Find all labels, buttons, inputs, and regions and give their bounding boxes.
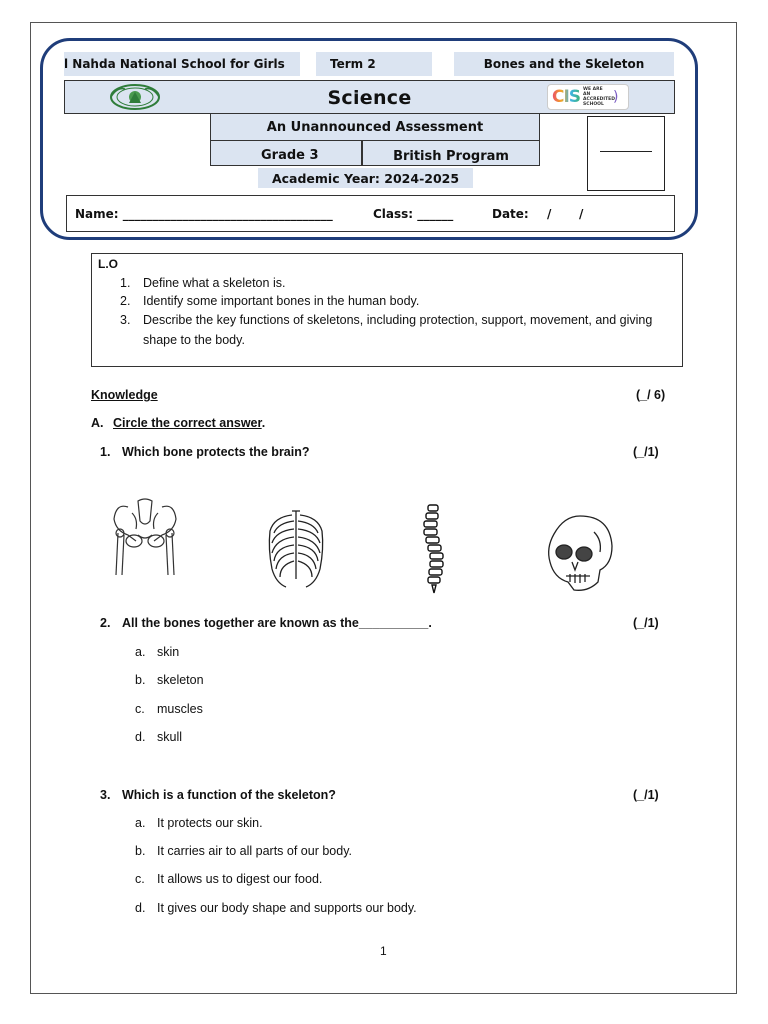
class-field[interactable]: Class: ______ [373, 207, 454, 221]
assessment-title: An Unannounced Assessment [210, 113, 540, 141]
lo-text: Define what a skeleton is. [143, 276, 286, 290]
section-score: (_/ 6) [636, 388, 666, 402]
lo-number: 1. [120, 276, 131, 290]
question-number: 2. [100, 616, 111, 630]
name-field[interactable]: Name: ___________________________________ [75, 207, 333, 221]
option-letter: d. [135, 730, 146, 744]
academic-year: Academic Year: 2024-2025 [258, 168, 473, 188]
learning-objectives-box [91, 253, 683, 367]
option-text: skin [157, 645, 180, 659]
instruction-text: Circle the correct answer [113, 416, 262, 430]
subject-title: Science [327, 87, 412, 109]
section-title: Knowledge [91, 388, 158, 402]
cis-logo-bracket-icon: ) [613, 89, 619, 105]
option-text: It gives our body shape and supports our body. [157, 901, 417, 915]
school-name: l Nahda National School for Girls [64, 52, 300, 76]
cis-logo-mark: CIS [552, 87, 581, 107]
score-line [600, 151, 652, 152]
option-letter: d. [135, 901, 146, 915]
option-letter: b. [135, 844, 146, 858]
question-score: (_/1) [633, 788, 659, 802]
lo-text: Identify some important bones in the human body. [143, 294, 420, 308]
page-number: 1 [380, 944, 387, 958]
option-text: skeleton [157, 673, 204, 687]
option-text: It protects our skin. [157, 816, 263, 830]
spine-icon[interactable] [418, 503, 448, 595]
program-label: British Program [362, 141, 540, 166]
date-slash: / [547, 207, 552, 221]
lo-number: 2. [120, 294, 131, 308]
option-letter: c. [135, 872, 145, 886]
lo-title: L.O [98, 257, 118, 271]
question-text: Which is a function of the skeleton? [122, 788, 336, 802]
option-letter: a. [135, 645, 146, 659]
option-text: It allows us to digest our food. [157, 872, 323, 886]
part-label: A. [91, 416, 104, 430]
date-slash: / [579, 207, 584, 221]
topic-title: Bones and the Skeleton [454, 52, 674, 76]
option-letter: c. [135, 702, 145, 716]
lo-text: Describe the key functions of skeletons, including protection, support, movement, and giving shape to the body. [143, 313, 653, 347]
lo-number: 3. [120, 313, 131, 327]
question-number: 3. [100, 788, 111, 802]
question-number: 1. [100, 445, 111, 459]
cis-accreditation-logo [547, 84, 629, 110]
grade-label: Grade 3 [210, 141, 362, 166]
option-letter: b. [135, 673, 146, 687]
question-score: (_/1) [633, 616, 659, 630]
student-info-row [66, 195, 675, 232]
skull-icon[interactable] [544, 512, 616, 596]
cis-logo-text: WE ARE AN ACCREDITED SCHOOL [583, 87, 615, 107]
option-letter: a. [135, 816, 146, 830]
option-text: skull [157, 730, 183, 744]
option-text: muscles [157, 702, 203, 716]
ribcage-icon[interactable] [262, 509, 330, 591]
question-text: Which bone protects the brain? [122, 445, 310, 459]
pelvis-icon[interactable] [108, 497, 182, 577]
date-label: Date: [492, 207, 529, 221]
total-score-box [587, 116, 665, 191]
question-score: (_/1) [633, 445, 659, 459]
instruction-period: . [261, 416, 266, 430]
instruction [113, 416, 265, 430]
option-text: It carries air to all parts of our body. [157, 844, 352, 858]
subject-bar [64, 80, 675, 114]
question-text: All the bones together are known as the__________. [122, 616, 432, 630]
term-label: Term 2 [316, 52, 432, 76]
